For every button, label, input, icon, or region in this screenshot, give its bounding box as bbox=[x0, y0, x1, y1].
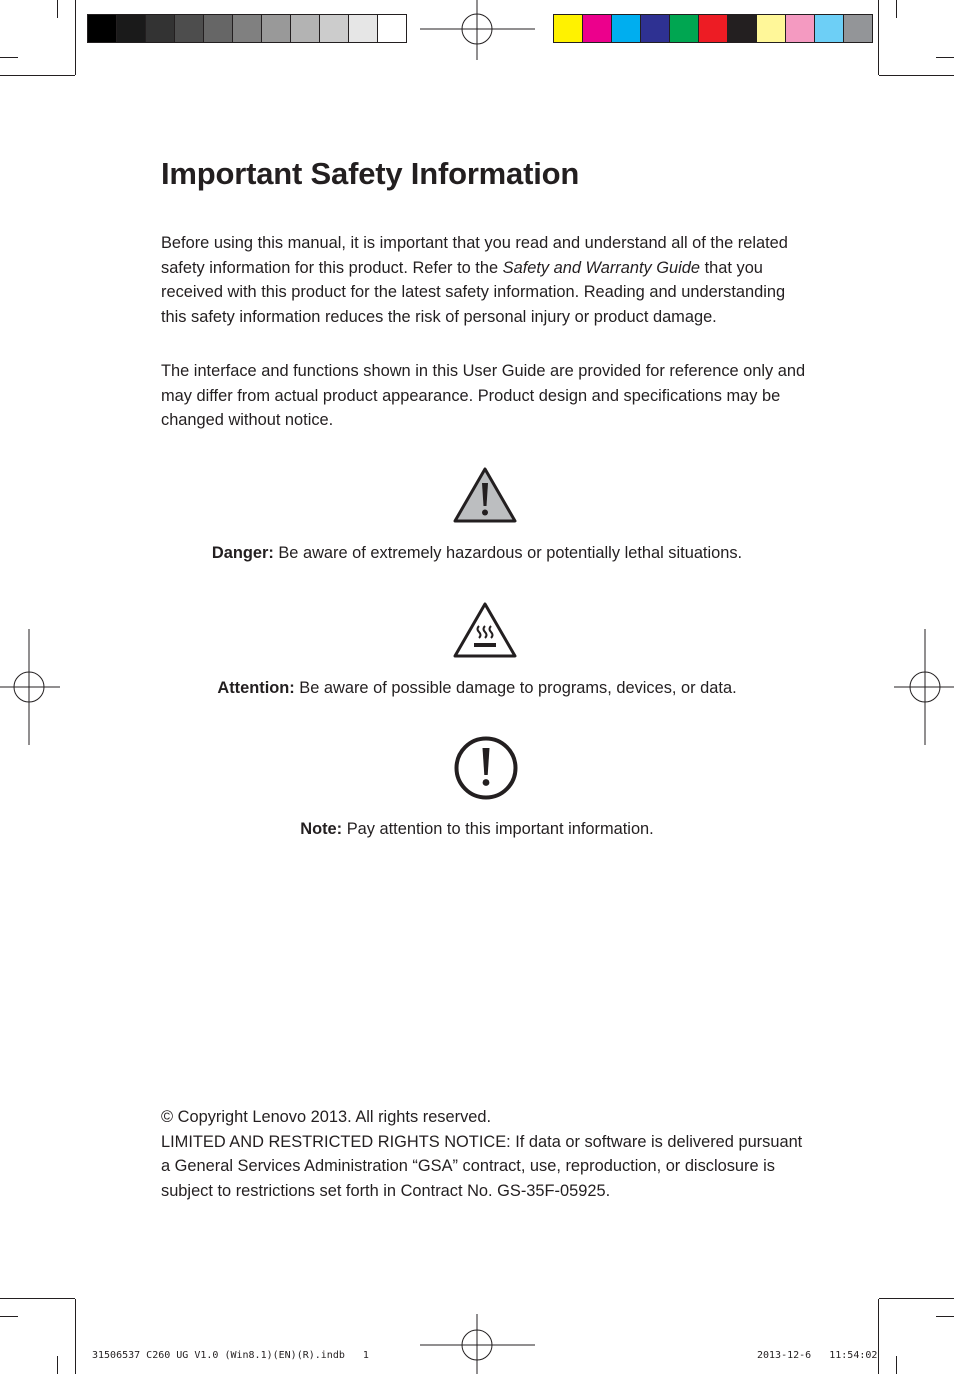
hot-surface-icon bbox=[452, 600, 518, 660]
gray-swatch bbox=[88, 15, 117, 42]
copyright-block bbox=[161, 1105, 811, 1203]
danger-label: Danger: bbox=[211, 544, 274, 562]
color-swatch bbox=[728, 15, 757, 42]
danger-text: Be aware of extremely hazardous or potentially lethal situations. bbox=[273, 544, 743, 562]
gray-swatch bbox=[204, 15, 233, 42]
intro-text-end: that you received with this product for the latest safety information. Reading and understanding this safety information reduces the risk of personal injury or product damage. bbox=[161, 258, 786, 326]
gray-swatch bbox=[291, 15, 320, 42]
color-swatch bbox=[583, 15, 612, 42]
note-text: Pay attention to this important information. bbox=[342, 820, 654, 838]
gray-swatch bbox=[117, 15, 146, 42]
rights-notice: LIMITED AND RESTRICTED RIGHTS NOTICE: If data or software is delivered pursuant a General Services Administration “GSA” contract, use, reproduction, or disclosure is subject to restrictions set forth in Contract No. GS-35F-05925. bbox=[161, 1132, 803, 1200]
gray-swatch bbox=[349, 15, 378, 42]
attention-text: Be aware of possible damage to programs, devices, or data. bbox=[294, 679, 737, 697]
danger-notice bbox=[0, 544, 954, 563]
color-swatch bbox=[844, 15, 872, 42]
page-title: Important Safety Information bbox=[161, 156, 580, 191]
color-swatch bbox=[641, 15, 670, 42]
note-notice bbox=[0, 820, 954, 839]
color-swatch bbox=[670, 15, 699, 42]
exclamation-circle-icon bbox=[453, 735, 519, 801]
color-swatch bbox=[786, 15, 815, 42]
grayscale-color-bar bbox=[87, 14, 407, 43]
gray-swatch bbox=[320, 15, 349, 42]
gray-swatch bbox=[175, 15, 204, 42]
copyright-line: © Copyright Lenovo 2013. All rights reserved. bbox=[161, 1108, 492, 1126]
color-swatch bbox=[757, 15, 786, 42]
intro-paragraph bbox=[161, 231, 811, 329]
intro-text-start: Before using this manual, it is important that you read and understand all of the related safety information for this product. Refer to the bbox=[161, 234, 788, 277]
registration-mark-bottom bbox=[420, 1314, 535, 1374]
gray-swatch bbox=[146, 15, 175, 42]
color-swatch bbox=[815, 15, 844, 42]
process-color-bar bbox=[553, 14, 873, 43]
color-swatch bbox=[554, 15, 583, 42]
gray-swatch bbox=[233, 15, 262, 42]
reference-paragraph: The interface and functions shown in this User Guide are provided for reference only and may differ from actual product appearance. Product design and specifications may be changed without notice. bbox=[161, 362, 806, 430]
note-label: Note: bbox=[300, 820, 343, 838]
print-slug-timestamp: 2013-12-6 11:54:02 bbox=[757, 1350, 878, 1361]
gray-swatch bbox=[262, 15, 291, 42]
color-swatch bbox=[699, 15, 728, 42]
gray-swatch bbox=[378, 15, 406, 42]
attention-notice bbox=[0, 679, 954, 698]
color-swatch bbox=[612, 15, 641, 42]
guide-title: Safety and Warranty Guide bbox=[502, 258, 701, 277]
attention-label: Attention: bbox=[217, 679, 295, 697]
registration-mark-top bbox=[420, 0, 535, 60]
warning-triangle-icon bbox=[452, 466, 518, 524]
print-slug-filename: 31506537 C260 UG V1.0 (Win8.1)(EN)(R).indb 1 bbox=[92, 1350, 369, 1361]
